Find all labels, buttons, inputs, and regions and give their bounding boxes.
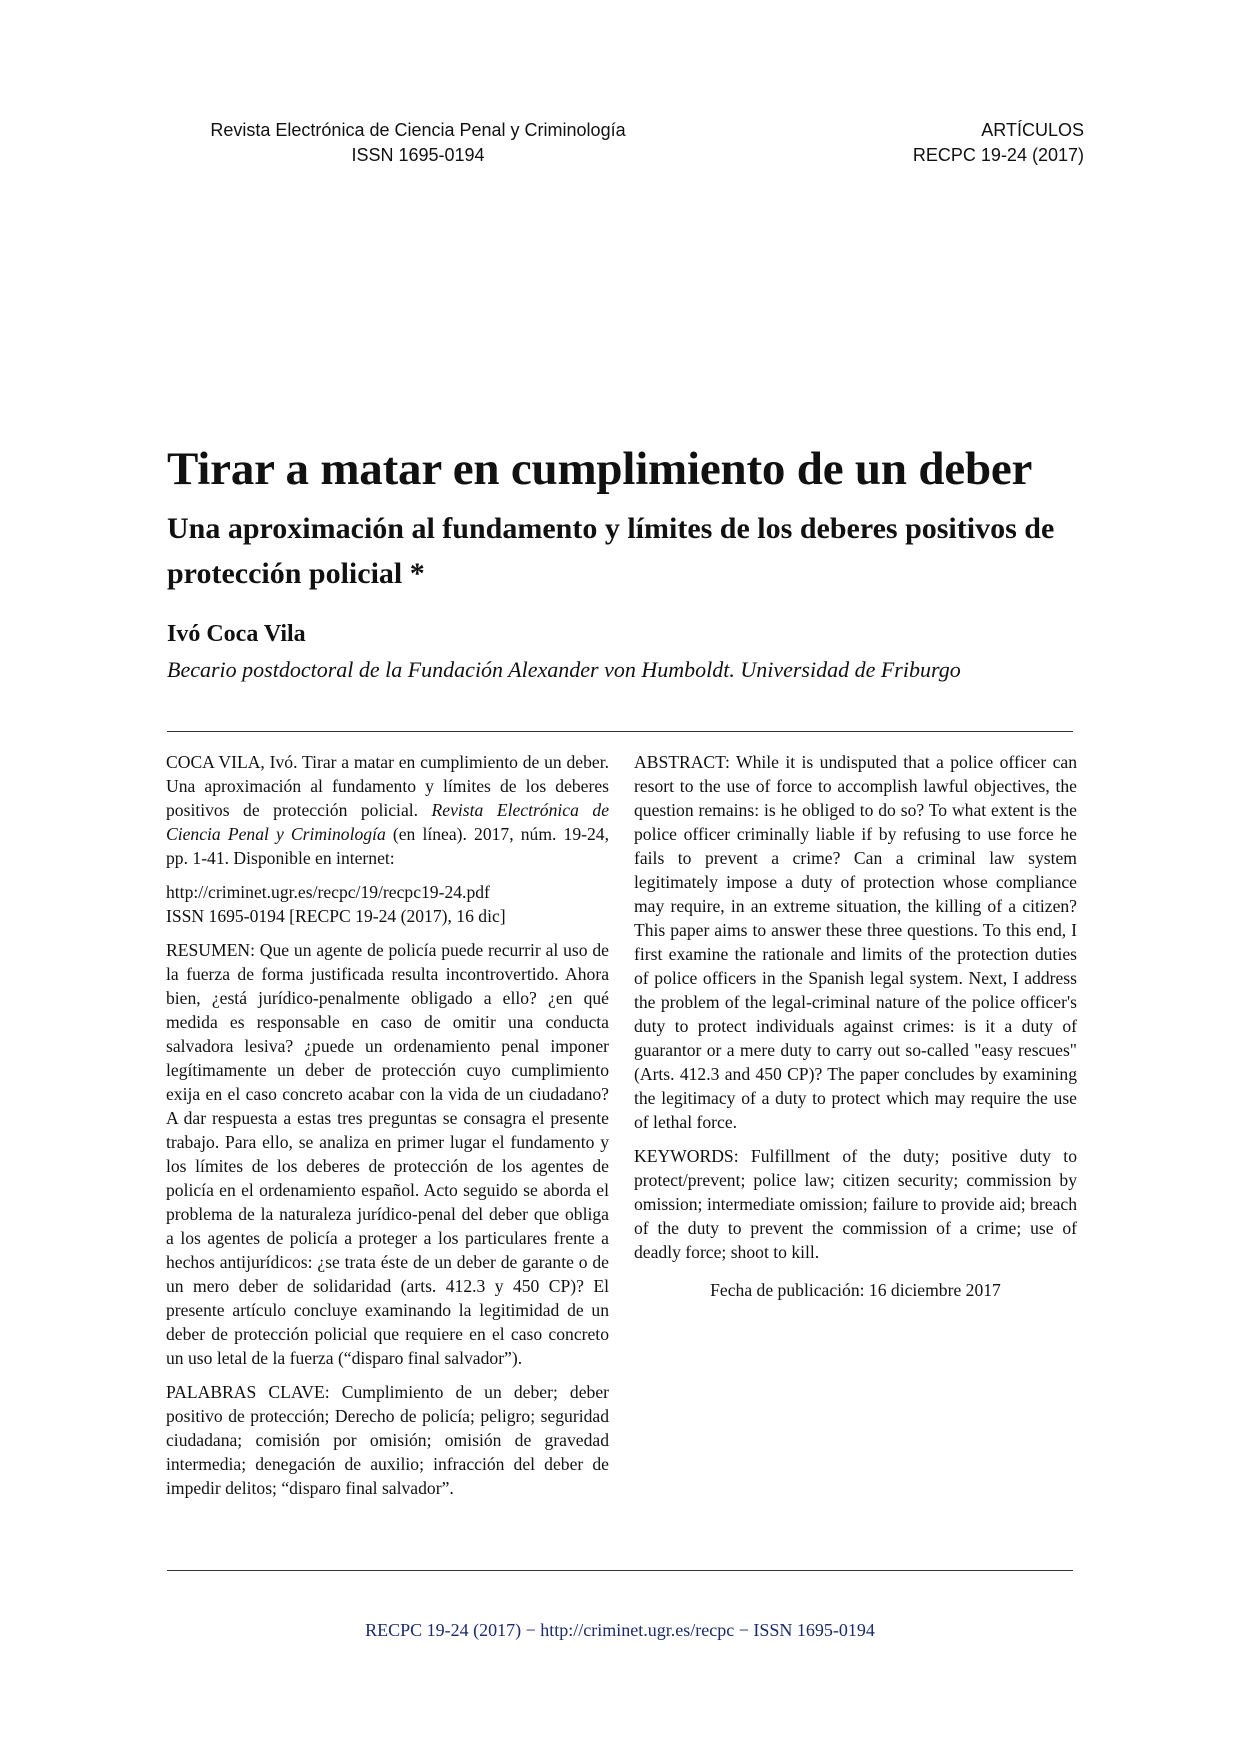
citation-url[interactable]: http://criminet.ugr.es/recpc/19/recpc19-24.pdf [166, 882, 490, 902]
citation-links [166, 880, 609, 928]
top-divider [167, 731, 1073, 732]
citation-issn: ISSN 1695-0194 [RECPC 19-24 (2017), 16 dic] [166, 906, 506, 926]
abstract-paragraph: ABSTRACT: While it is undisputed that a police officer can resort to the use of force to accomplish lawful objectives, the question remains: is he obliged to do so? To what extent is the police officer criminally liable if by refusing to use force he fails to prevent a crime? Can a criminal law system legitimately impose a duty of protection whose compliance may require, in an extreme situation, the killing of a citizen? This paper aims to answer these three questions. To this end, I first examine the rationale and limits of the protection duties of police officers in the Spanish legal system. Next, I address the problem of the legal-criminal nature of the police officer's duty to protect individuals against crimes: is it a duty of guarantor or a mere duty to carry out so-called "easy rescues" (Arts. 412.3 and 450 CP)? The paper concludes by examining the legitimacy of a duty to protect which may require the use of lethal force. [634, 752, 1077, 1132]
running-header-left [168, 118, 668, 168]
author-affiliation: Becario postdoctoral de la Fundación Alexander von Humboldt. Universidad de Friburgo [167, 657, 961, 682]
journal-name: Revista Electrónica de Ciencia Penal y Criminología [210, 120, 626, 140]
resumen-paragraph: RESUMEN: Que un agente de policía puede recurrir al uso de la fuerza de forma justificada resulta incontrovertido. Ahora bien, ¿está jurídico-penalmente obligado a ello? ¿en qué medida es responsable en caso de omitir una conducta salvadora lesiva? ¿puede un ordenamiento penal imponer legítimamente un deber de protección cuyo cumplimiento exija en el caso concreto acabar con la vida de un ciudadano? A dar respuesta a estas tres preguntas se consagra el presente trabajo. Para ello, se analiza en primer lugar el fundamento y los límites de los deberes de protección de los agentes de policía en el ordenamiento español. Acto seguido se aborda el problema de la naturaleza jurídico-penal del deber que obliga a los agentes de policía a proteger a los particulares frente a hechos antijurídicos: ¿se trata éste de un deber de garante o de un mero deber de solidaridad (arts. 412.3 y 450 CP)? El presente artículo concluye examinando la legitimidad de un deber de protección policial que requiere en el caso concreto un uso letal de la fuerza (“disparo final salvador”). [166, 940, 609, 1368]
citation-journal: Revista Electrónica de Ciencia Penal y Criminología [166, 800, 609, 844]
article-title: Tirar a matar en cumplimiento de un deber [167, 443, 1033, 495]
running-header-right [784, 118, 1084, 168]
journal-issn: ISSN 1695-0194 [351, 145, 485, 165]
article-subtitle: Una aproximación al fundamento y límites de los deberes positivos de protección policial * [167, 512, 1055, 590]
citation-paragraph: COCA VILA, Ivó. Tirar a matar en cumplimiento de un deber. Una aproximación al fundamento y límites de los deberes positivos de protección policial. Revista Electrónica de Ciencia Penal y Criminología (en línea). 2017, núm. 19-24, pp. 1-41. Disponible en internet: [166, 752, 609, 868]
bottom-divider [167, 1570, 1073, 1571]
title-block [167, 440, 1087, 686]
author-name: Ivó Coca Vila [167, 621, 306, 647]
page-footer: RECPC 19-24 (2017) − http://criminet.ugr.es/recpc − ISSN 1695-0194 [365, 1620, 875, 1640]
right-column [634, 750, 1077, 1312]
section-label: ARTÍCULOS [981, 120, 1084, 140]
publication-date: Fecha de publicación: 16 diciembre 2017 [710, 1280, 1001, 1300]
issue-reference: RECPC 19-24 (2017) [912, 145, 1084, 165]
palabras-clave-paragraph: PALABRAS CLAVE: Cumplimiento de un deber; deber positivo de protección; Derecho de policía; peligro; seguridad ciudadana; comisión por omisión; omisión de gravedad intermedia; denegación de auxilio; infracción del deber de impedir delitos; “disparo final salvador”. [166, 1382, 609, 1498]
left-column [166, 750, 609, 1510]
keywords-paragraph: KEYWORDS: Fulfillment of the duty; positive duty to protect/prevent; police law; citizen security; commission by omission; intermediate omission; failure to provide aid; breach of the duty to prevent the commission of a crime; use of deadly force; shoot to kill. [634, 1146, 1077, 1262]
